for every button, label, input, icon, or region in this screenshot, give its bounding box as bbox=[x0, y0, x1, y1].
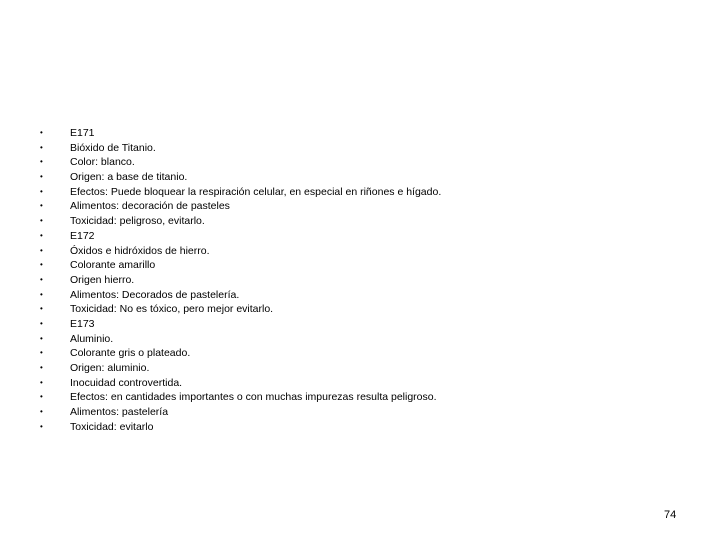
bullet-icon: • bbox=[40, 186, 43, 196]
bullet-icon: • bbox=[40, 304, 43, 314]
list-item bbox=[40, 244, 441, 259]
list-item bbox=[40, 332, 441, 347]
list-item bbox=[40, 346, 441, 361]
list-item-text: E173 bbox=[70, 317, 95, 330]
list-item-text: Inocuidad controvertida. bbox=[70, 376, 183, 389]
bullet-icon: • bbox=[40, 157, 43, 167]
list-item bbox=[40, 229, 441, 244]
list-item-text: Toxicidad: peligroso, evitarlo. bbox=[70, 215, 205, 228]
list-item bbox=[40, 288, 441, 303]
list-item-text: Alimentos: Decorados de pastelería. bbox=[70, 288, 240, 301]
list-item bbox=[40, 361, 441, 376]
list-item-text: Toxicidad: evitarlo bbox=[70, 420, 154, 433]
list-item-text: Alimentos: pastelería bbox=[70, 406, 169, 419]
bullet-icon: • bbox=[40, 274, 43, 284]
list-item bbox=[40, 405, 441, 420]
bullet-icon: • bbox=[40, 201, 43, 211]
bullet-icon: • bbox=[40, 363, 43, 372]
list-item-text: Colorante gris o plateado. bbox=[70, 347, 191, 360]
list-item bbox=[40, 258, 441, 273]
list-item bbox=[40, 390, 441, 405]
bullet-icon: • bbox=[40, 421, 43, 431]
list-item bbox=[40, 420, 441, 435]
bullet-icon: • bbox=[40, 128, 43, 137]
bullet-icon: • bbox=[40, 216, 43, 226]
bullet-icon: • bbox=[40, 172, 43, 182]
list-item-text: Toxicidad: No es tóxico, pero mejor evitarlo. bbox=[70, 303, 274, 316]
list-item-text: E172 bbox=[70, 229, 95, 242]
list-item-text: Bióxido de Titanio. bbox=[70, 141, 156, 154]
list-item bbox=[40, 302, 441, 317]
list-item bbox=[40, 141, 441, 156]
list-item bbox=[40, 126, 441, 141]
bullet-icon: • bbox=[40, 142, 43, 152]
list-item bbox=[40, 214, 441, 229]
list-item bbox=[40, 170, 441, 185]
bullet-list bbox=[40, 126, 441, 434]
list-item bbox=[40, 155, 441, 170]
bullet-icon: • bbox=[40, 392, 43, 402]
bullet-icon: • bbox=[40, 407, 43, 417]
list-item bbox=[40, 273, 441, 288]
list-item bbox=[40, 376, 441, 391]
list-item-text: Origen: a base de titanio. bbox=[70, 171, 188, 184]
list-item-text: Efectos: Puede bloquear la respiración celular, en especial en riñones e hígado. bbox=[70, 185, 442, 198]
bullet-icon: • bbox=[40, 377, 43, 387]
list-item-text: Origen hierro. bbox=[70, 273, 135, 286]
bullet-icon: • bbox=[40, 289, 43, 299]
bullet-icon: • bbox=[40, 333, 43, 343]
bullet-icon: • bbox=[40, 245, 43, 255]
list-item-text: Color: blanco. bbox=[70, 156, 135, 169]
list-item bbox=[40, 185, 441, 200]
list-item-text: Efectos: en cantidades importantes o con muchas impurezas resulta peligroso. bbox=[70, 391, 437, 404]
list-item-text: E171 bbox=[70, 127, 95, 139]
bullet-icon: • bbox=[40, 318, 43, 328]
list-item-text: Colorante amarillo bbox=[70, 259, 156, 272]
list-item-text: Aluminio. bbox=[70, 332, 114, 345]
list-item-text: Alimentos: decoración de pasteles bbox=[70, 200, 230, 213]
list-item bbox=[40, 317, 441, 332]
list-item-text: Origen: aluminio. bbox=[70, 362, 150, 374]
list-item-text: Óxidos e hidróxidos de hierro. bbox=[70, 244, 210, 257]
list-item bbox=[40, 199, 441, 214]
page-number: 74 bbox=[664, 509, 677, 521]
bullet-icon: • bbox=[40, 260, 43, 270]
bullet-icon: • bbox=[40, 348, 43, 358]
bullet-icon: • bbox=[40, 230, 43, 240]
